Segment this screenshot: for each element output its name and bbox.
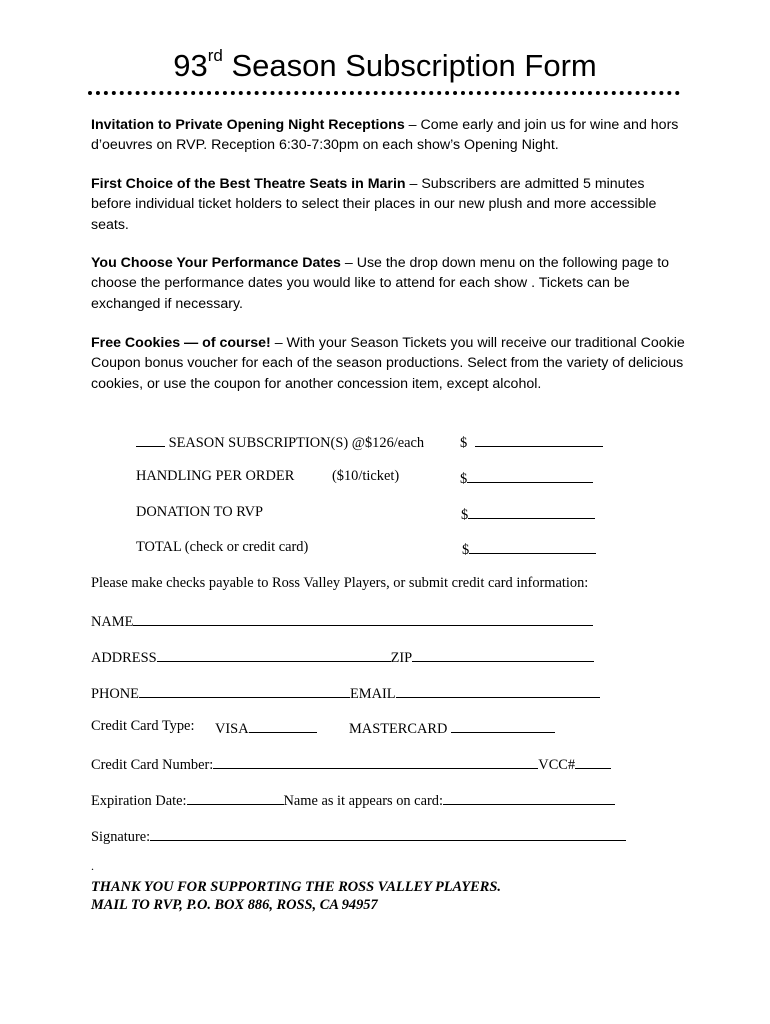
title-number: 93 bbox=[173, 48, 208, 83]
address-field[interactable] bbox=[157, 647, 391, 662]
address-label: ADDRESS bbox=[91, 650, 157, 666]
card-number-field[interactable] bbox=[213, 754, 538, 769]
name-on-card-label: Name as it appears on card: bbox=[283, 793, 443, 809]
signature-field[interactable] bbox=[150, 826, 626, 841]
currency-symbol: $ bbox=[462, 542, 470, 558]
benefit-body: – Use the drop down menu on the following page to choose the performance dates you would like to attend for each show . Tickets can be exchanged if necessary. bbox=[91, 255, 670, 312]
currency-symbol: $ bbox=[460, 471, 468, 487]
zip-label: ZIP bbox=[390, 650, 413, 666]
benefit-heading: First Choice of the Best Theatre Seats in Marin bbox=[91, 176, 406, 192]
benefit-free-cookies bbox=[91, 333, 686, 394]
card-number-row bbox=[91, 754, 611, 774]
total-label: TOTAL (check or credit card) bbox=[136, 539, 309, 555]
stray-dot: . bbox=[91, 859, 94, 873]
currency-symbol: $ bbox=[461, 507, 469, 523]
visa-option bbox=[215, 718, 317, 738]
title-divider bbox=[88, 91, 680, 95]
benefit-body: – Come early and join us for wine and hors d’oeuvres on RVP. Reception 6:30-7:30pm on each show’s Opening Night. bbox=[91, 117, 679, 154]
subscription-row bbox=[136, 432, 424, 452]
handling-amount-field[interactable] bbox=[467, 468, 593, 483]
benefit-best-seats bbox=[91, 174, 686, 235]
signature-row bbox=[91, 826, 626, 846]
expiration-field[interactable] bbox=[187, 790, 284, 805]
vcc-label: VCC# bbox=[538, 757, 576, 773]
vcc-field[interactable] bbox=[575, 754, 611, 769]
handling-label: HANDLING PER ORDER bbox=[136, 468, 295, 484]
signature-label: Signature: bbox=[91, 829, 151, 845]
subscription-quantity-field[interactable] bbox=[136, 432, 165, 447]
closing-mailing-address: MAIL TO RVP, P.O. BOX 886, ROSS, CA 94957 bbox=[91, 897, 378, 913]
title-text: Season Subscription Form bbox=[222, 48, 597, 83]
benefit-heading: Invitation to Private Opening Night Receptions bbox=[91, 117, 405, 133]
expiration-label: Expiration Date: bbox=[91, 793, 187, 809]
card-type-label: Credit Card Type: bbox=[91, 718, 195, 734]
total-row bbox=[136, 539, 308, 556]
handling-rate: ($10/ticket) bbox=[332, 468, 400, 484]
visa-label: VISA bbox=[215, 721, 249, 737]
benefit-performance-dates bbox=[91, 253, 686, 314]
expiration-row bbox=[91, 790, 615, 810]
phone-label: PHONE bbox=[91, 686, 139, 702]
zip-field[interactable] bbox=[412, 647, 594, 662]
benefit-opening-night bbox=[91, 115, 686, 156]
name-field[interactable] bbox=[133, 611, 593, 626]
subscription-amount bbox=[460, 432, 603, 452]
benefit-body: – With your Season Tickets you will receive our traditional Cookie Coupon bonus voucher for each of the season productions. Select from the variety of delicious cookies, or use the coupon for another concession item, except alcohol. bbox=[91, 335, 685, 392]
page-title bbox=[0, 45, 770, 84]
donation-row bbox=[136, 504, 263, 521]
name-row bbox=[91, 611, 593, 631]
email-field[interactable] bbox=[396, 683, 600, 698]
benefit-body: – Subscribers are admitted 5 minutes before individual ticket holders to select their places in our new plush and more accessible seats. bbox=[91, 176, 657, 233]
name-label: NAME bbox=[91, 614, 134, 630]
mastercard-label: MASTERCARD bbox=[349, 721, 448, 737]
name-on-card-field[interactable] bbox=[443, 790, 615, 805]
donation-label: DONATION TO RVP bbox=[136, 504, 264, 520]
benefit-heading: You Choose Your Performance Dates bbox=[91, 255, 341, 271]
donation-amount-field[interactable] bbox=[468, 504, 595, 519]
phone-field[interactable] bbox=[139, 683, 350, 698]
donation-amount bbox=[461, 504, 595, 524]
card-type-row bbox=[91, 718, 194, 735]
handling-amount bbox=[460, 468, 593, 488]
subscription-amount-field[interactable] bbox=[475, 432, 603, 447]
payment-note: Please make checks payable to Ross Valley Players, or submit credit card information: bbox=[91, 575, 589, 591]
mastercard-field[interactable] bbox=[451, 718, 555, 733]
address-row bbox=[91, 647, 594, 667]
total-amount-field[interactable] bbox=[469, 539, 596, 554]
visa-field[interactable] bbox=[249, 718, 317, 733]
currency-symbol: $ bbox=[460, 435, 468, 451]
mastercard-option bbox=[349, 718, 555, 738]
email-label: EMAIL bbox=[349, 686, 396, 702]
closing-thanks: THANK YOU FOR SUPPORTING THE ROSS VALLEY PLAYERS. bbox=[91, 879, 501, 895]
phone-email-row bbox=[91, 683, 600, 703]
card-number-label: Credit Card Number: bbox=[91, 757, 214, 773]
title-ordinal-suffix: rd bbox=[207, 45, 223, 65]
benefit-heading: Free Cookies — of course! bbox=[91, 335, 271, 351]
handling-row bbox=[136, 468, 294, 485]
total-amount bbox=[462, 539, 596, 559]
subscription-label: SEASON SUBSCRIPTION(S) @$126/each bbox=[168, 435, 425, 451]
